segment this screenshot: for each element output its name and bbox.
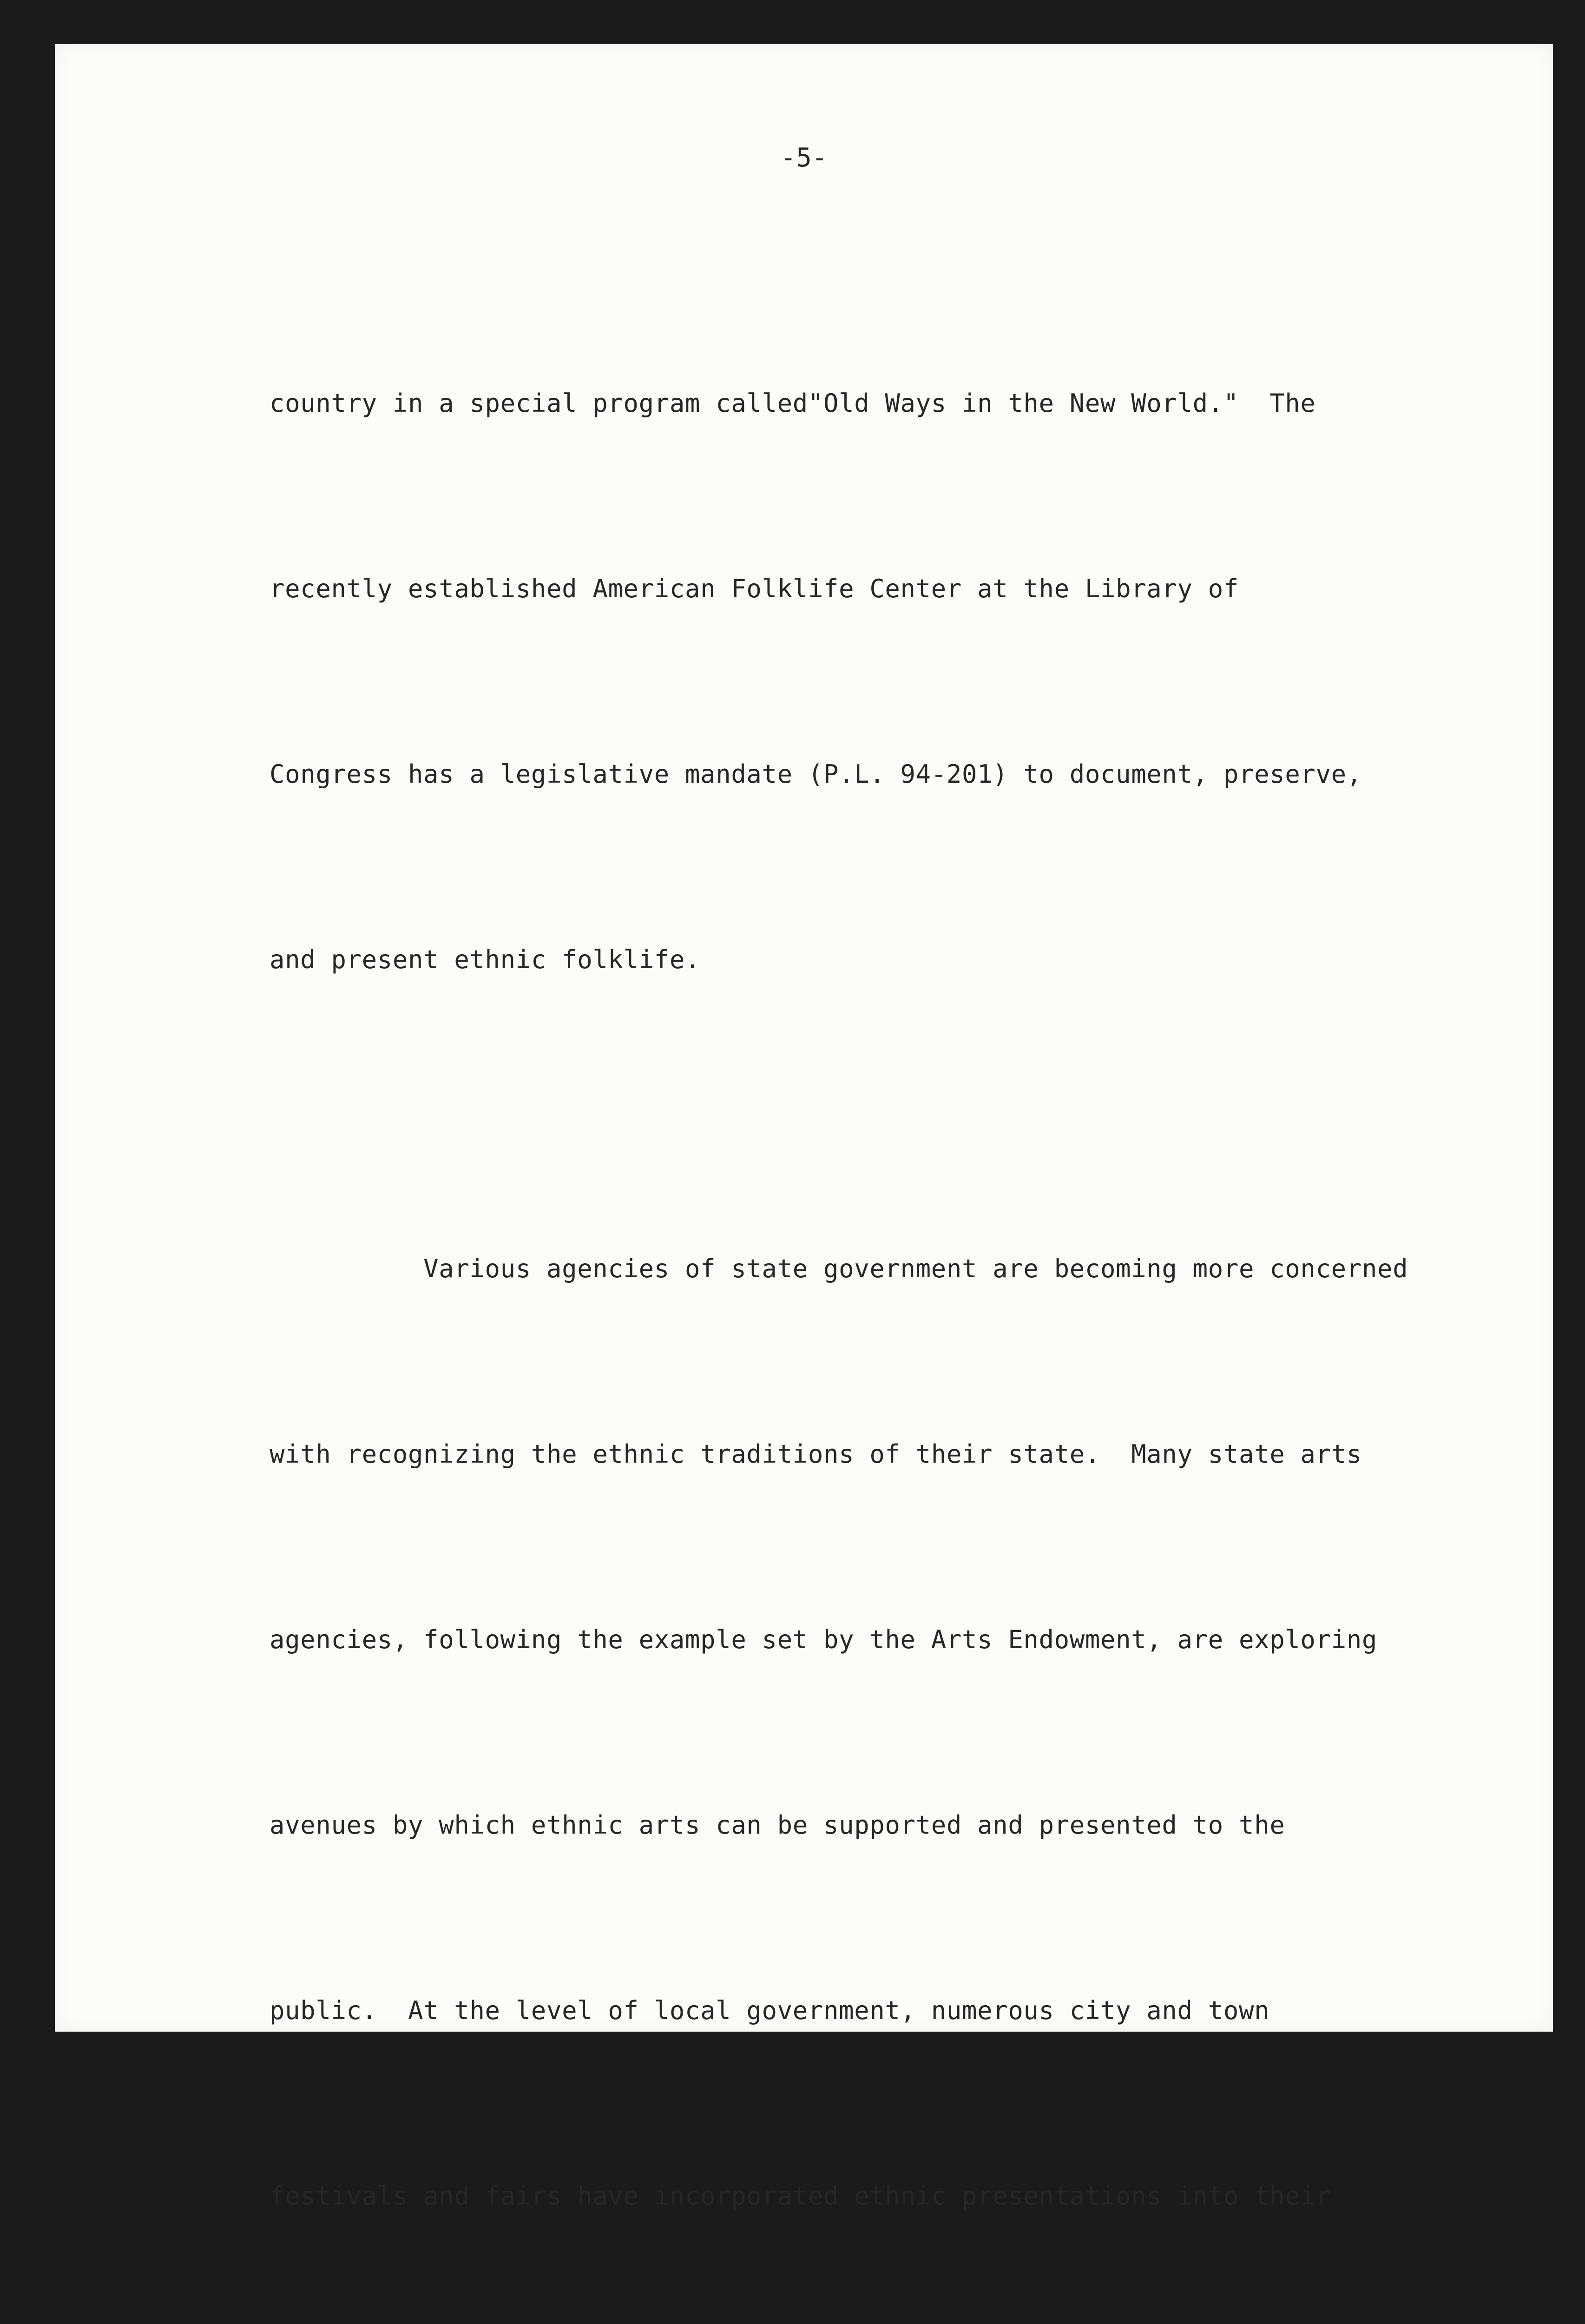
text-line: Various agencies of state government are becoming more concerned [270,1254,1408,1283]
text-line: festivals and fairs have incorporated ethnic presentations into their [270,2181,1331,2211]
body-text [270,249,1501,2324]
text-line: and present ethnic folklife. [270,945,701,974]
text-line: public. At the level of local government, numerous city and town [270,1996,1270,2025]
document-page [55,44,1553,2211]
paragraph-1 [270,249,1501,1114]
text-line: agencies, following the example set by the Arts Endowment, are exploring [270,1625,1377,1654]
text-line: Congress has a legislative mandate (P.L. 94-201) to document, preserve, [270,759,1362,789]
text-line: with recognizing the ethnic traditions of their state. Many state arts [270,1439,1362,1469]
text-line: avenues by which ethnic arts can be supported and presented to the [270,1810,1285,1840]
text-line: country in a special program called"Old Ways in the New World." The [270,389,1316,418]
page-number: -5- [780,143,828,173]
text-line: recently established American Folklife Center at the Library of [270,574,1239,603]
paragraph-2 [270,1114,1501,2324]
